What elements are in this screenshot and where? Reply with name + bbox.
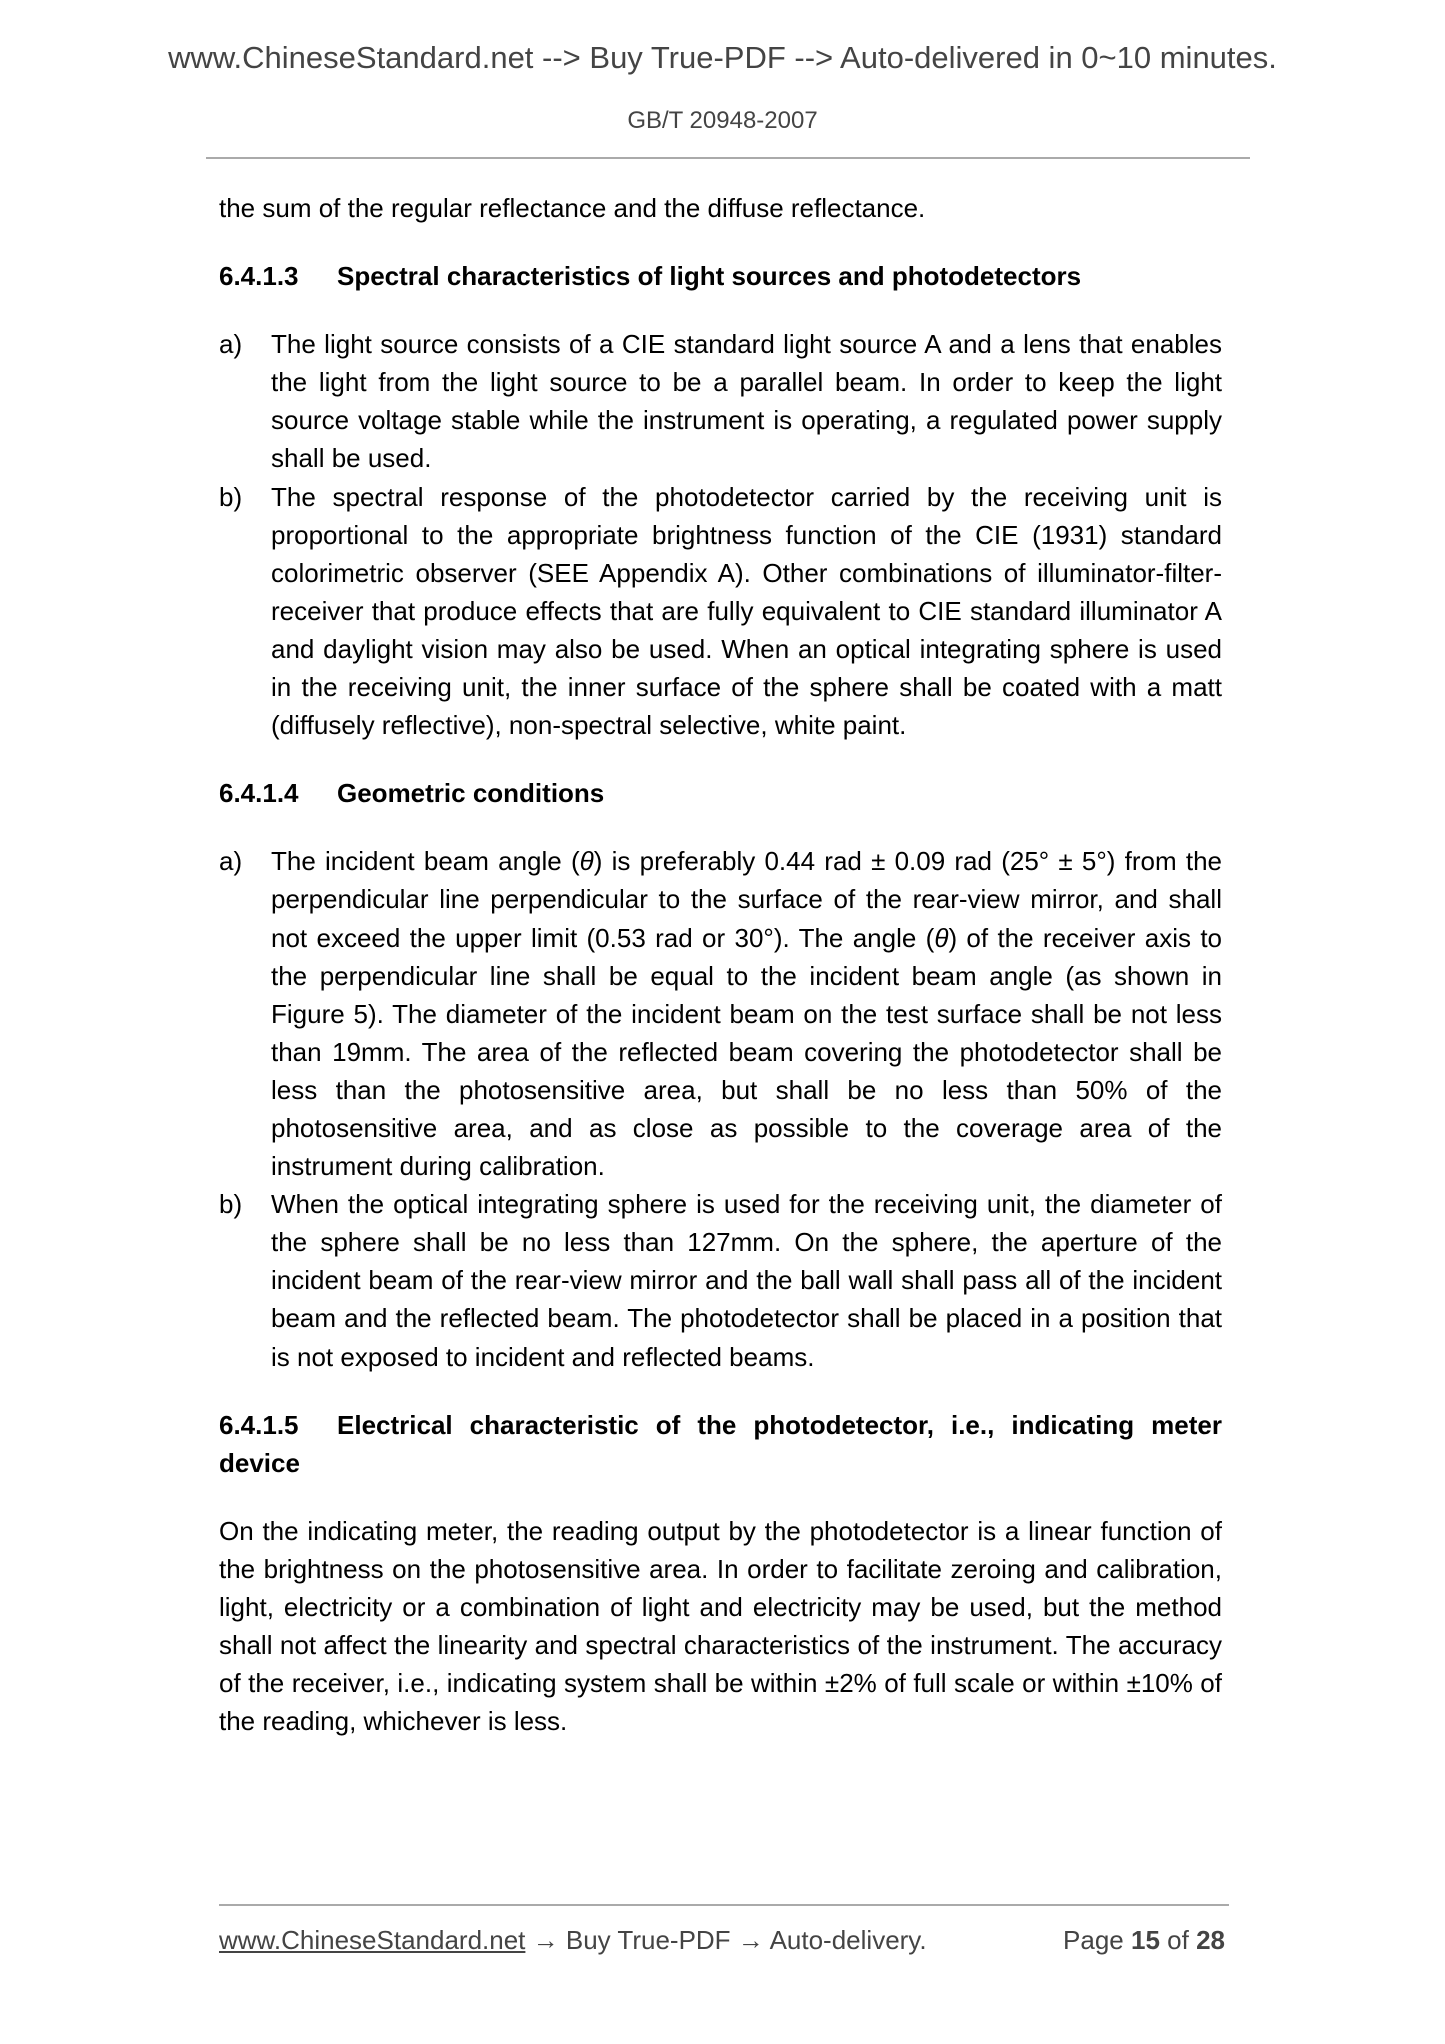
- document-code: GB/T 20948-2007: [627, 107, 818, 134]
- list-marker: a): [219, 846, 243, 877]
- list-text: The light source consists of a CIE standard light source A and a lens that enables the light from the light source to be a parallel beam. In order to keep the light source voltage stable while the instrument is operating, a regulated power supply shall be used.: [271, 329, 1222, 474]
- list: [219, 325, 1222, 744]
- list-item: [219, 325, 1222, 477]
- list-text: The spectral response of the photodetector carried by the receiving unit is proportional to the appropriate brightness function of the CIE (1931) standard colorimetric observer (SEE Appendix A). Other combinations of illuminator-filter-receiver that produce effects that are fully equivalent to CIE standard illuminator A and daylight vision may also be used. When an optical integrating sphere is used in the receiving unit, the inner surface of the sphere shall be coated with a matt (diffusely reflective), non-spectral selective, white paint.: [271, 481, 1222, 741]
- of-label: of: [1167, 1925, 1189, 1955]
- list-item: [219, 478, 1222, 745]
- section-title: Spectral characteristics of light sources and photodetectors: [337, 261, 1082, 292]
- page-number: 15: [1131, 1925, 1160, 1955]
- footer-left: [219, 1925, 927, 1956]
- section-heading-6-4-1-4: [219, 774, 1222, 812]
- list-item: [219, 842, 1222, 1185]
- list-marker: b): [219, 481, 243, 512]
- page-indicator: [1063, 1925, 1225, 1956]
- footer-divider: [219, 1904, 1229, 1906]
- document-body: [219, 189, 1222, 1770]
- page-total: 28: [1196, 1925, 1225, 1955]
- list-marker: b): [219, 1189, 243, 1220]
- footer-tagline: → Buy True-PDF → Auto-delivery.: [525, 1925, 927, 1955]
- list-text: When the optical integrating sphere is used for the receiving unit, the diameter of the sphere shall be no less than 127mm. On the sphere, the aperture of the incident beam of the rear-view mirror and the ball wall shall pass all of the incident beam and the reflected beam. The photodetector shall be placed in a position that is not exposed to incident and reflected beams.: [271, 1189, 1222, 1372]
- page-label: Page: [1063, 1925, 1124, 1955]
- paragraph: the sum of the regular reflectance and the diffuse reflectance.: [219, 193, 926, 223]
- top-banner: www.ChineseStandard.net --> Buy True-PDF --> Auto-delivered in 0~10 minutes.: [168, 40, 1277, 75]
- site-link[interactable]: www.ChineseStandard.net: [219, 1925, 526, 1955]
- list-item: [219, 1185, 1222, 1375]
- section-heading-6-4-1-3: [219, 257, 1222, 295]
- paragraph: On the indicating meter, the reading output by the photodetector is a linear function of the brightness on the photosensitive area. In order to facilitate zeroing and calibration, light, electricity or a combination of light and electricity may be used, but the method shall not affect the linearity and spectral characteristics of the instrument. The accuracy of the receiver, i.e., indicating system shall be within ±2% of full scale or within ±10% of the reading, whichever is less.: [219, 1515, 1222, 1737]
- section-number: 6.4.1.3: [219, 261, 299, 292]
- section-number: 6.4.1.4: [219, 778, 299, 809]
- section-title: Geometric conditions: [337, 778, 605, 809]
- section-title: Electrical characteristic of the photodetector, i.e., indicating meter device: [219, 1409, 1222, 1478]
- header-divider: [206, 157, 1250, 159]
- list-text: The incident beam angle (θ) is preferably 0.44 rad ± 0.09 rad (25° ± 5°) from the perpendicular line perpendicular to the surface of the rear-view mirror, and shall not exceed the upper limit (0.53 rad or 30°). The angle (θ) of the receiver axis to the perpendicular line shall be equal to the incident beam angle (as shown in Figure 5). The diameter of the incident beam on the test surface shall be not less than 19mm. The area of the reflected beam covering the photodetector shall be less than the photosensitive area, but shall be no less than 50% of the photosensitive area, and as close as possible to the coverage area of the instrument during calibration.: [271, 846, 1223, 1182]
- section-number: 6.4.1.5: [219, 1409, 299, 1440]
- list-marker: a): [219, 329, 243, 360]
- section-heading-6-4-1-5: [219, 1406, 1222, 1482]
- list: [219, 842, 1222, 1375]
- footer: [219, 1925, 1225, 1956]
